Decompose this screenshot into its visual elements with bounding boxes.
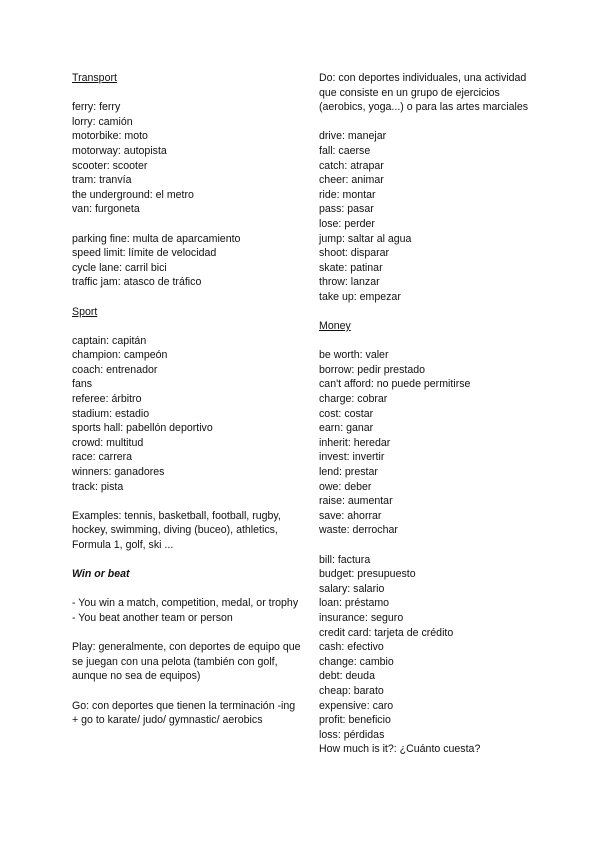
spacer	[72, 290, 304, 305]
spacer	[72, 684, 304, 699]
vocab-item: cheap: barato	[319, 684, 384, 697]
right-column	[319, 71, 534, 757]
vocab-item: raise: aumentar	[319, 495, 393, 508]
vocab-item: lend: prestar	[319, 466, 378, 479]
vocab-item: take up: empezar	[319, 290, 401, 303]
vocab-item: How much is it?: ¿Cuánto cuesta?	[319, 743, 481, 756]
vocab-item: coach: entrenador	[72, 363, 158, 376]
vocab-item: fans	[72, 378, 93, 391]
vocab-item: jump: saltar al agua	[319, 232, 412, 245]
transport-list	[72, 100, 304, 217]
vocab-item: drive: manejar	[319, 130, 387, 143]
vocab-item: insurance: seguro	[319, 611, 404, 624]
vocab-item: loss: pérdidas	[319, 728, 385, 741]
vocab-item: track: pista	[72, 480, 124, 493]
vocab-item: be worth: valer	[319, 349, 389, 362]
vocab-item: skate: patinar	[319, 261, 383, 274]
go-paragraph: Go: con deportes que tienen la terminación -ing + go to karate/ judo/ gymnastic/ aerobics	[72, 699, 296, 727]
money-heading: Money	[319, 320, 351, 333]
vocab-item: crowd: multitud	[72, 436, 144, 449]
spacer	[72, 626, 304, 641]
spacer	[72, 553, 304, 568]
vocab-item: waste: derrochar	[319, 524, 398, 537]
vocab-item: cash: efectivo	[319, 641, 384, 654]
vocab-item: fall: caerse	[319, 144, 371, 157]
vocab-item: owe: deber	[319, 480, 372, 493]
vocab-item: motorbike: moto	[72, 130, 148, 143]
vocab-item: referee: árbitro	[72, 393, 142, 406]
vocab-item: cheer: animar	[319, 174, 384, 187]
spacer	[319, 538, 534, 553]
vocab-item: van: furgoneta	[72, 203, 140, 216]
vocab-item: champion: campeón	[72, 349, 168, 362]
vocab-item: pass: pasar	[319, 203, 374, 216]
spacer	[72, 582, 304, 597]
vocab-item: salary: salario	[319, 582, 385, 595]
vocab-item: parking fine: multa de aparcamiento	[72, 232, 241, 245]
vocab-item: charge: cobrar	[319, 393, 388, 406]
left-column	[72, 71, 304, 728]
transport-list-2	[72, 232, 304, 290]
vocab-item: save: ahorrar	[319, 509, 382, 522]
spacer	[72, 86, 304, 101]
vocab-item: invest: invertir	[319, 451, 385, 464]
win-line: - You win a match, competition, medal, or trophy	[72, 597, 299, 610]
sport-heading: Sport	[72, 305, 98, 318]
vocab-item: speed limit: límite de velocidad	[72, 247, 217, 260]
vocab-item: sports hall: pabellón deportivo	[72, 422, 213, 435]
vocab-item: throw: lanzar	[319, 276, 380, 289]
vocab-item: captain: capitán	[72, 334, 147, 347]
do-paragraph: Do: con deportes individuales, una actividad que consiste en un grupo de ejercicios (aerobics, yoga...) o para las artes marciales	[319, 72, 529, 114]
sport-list	[72, 334, 304, 495]
vocab-item: credit card: tarjeta de crédito	[319, 626, 454, 639]
vocab-item: loan: préstamo	[319, 597, 390, 610]
transport-heading: Transport	[72, 72, 117, 84]
vocab-item: shoot: disparar	[319, 247, 390, 260]
spacer	[319, 334, 534, 349]
vocab-item: scooter: scooter	[72, 159, 148, 172]
vocab-item: profit: beneficio	[319, 714, 391, 727]
sport-examples: Examples: tennis, basketball, football, rugby, hockey, swimming, diving (buceo), athletics, Formula 1, golf, ski ...	[72, 509, 281, 551]
vocab-item: race: carrera	[72, 451, 133, 464]
vocab-item: winners: ganadores	[72, 466, 165, 479]
win-or-beat-heading: Win or beat	[72, 568, 130, 581]
vocab-item: stadium: estadio	[72, 407, 150, 420]
vocab-item: motorway: autopista	[72, 144, 167, 157]
vocab-item: budget: presupuesto	[319, 568, 416, 581]
vocab-item: the underground: el metro	[72, 188, 194, 201]
spacer	[319, 305, 534, 320]
vocab-item: debt: deuda	[319, 670, 375, 683]
vocab-item: traffic jam: atasco de tráfico	[72, 276, 202, 289]
sport-verbs-list	[319, 129, 534, 304]
vocab-item: earn: ganar	[319, 422, 374, 435]
vocab-item: inherit: heredar	[319, 436, 391, 449]
spacer	[72, 217, 304, 232]
spacer	[319, 115, 534, 130]
vocab-item: lorry: camión	[72, 115, 133, 128]
beat-line: - You beat another team or person	[72, 611, 233, 624]
money-verbs-list	[319, 348, 534, 538]
vocab-item: catch: atrapar	[319, 159, 384, 172]
vocab-item: ferry: ferry	[72, 101, 121, 114]
vocab-item: cost: costar	[319, 407, 374, 420]
vocab-item: cycle lane: carril bici	[72, 261, 167, 274]
play-paragraph: Play: generalmente, con deportes de equipo que se juegan con una pelota (también con golf, aunque no sea de equipos)	[72, 641, 301, 683]
vocab-item: expensive: caro	[319, 699, 394, 712]
vocab-item: lose: perder	[319, 217, 375, 230]
vocab-item: ride: montar	[319, 188, 376, 201]
vocab-item: can't afford: no puede permitirse	[319, 378, 471, 391]
spacer	[72, 494, 304, 509]
vocab-item: bill: factura	[319, 553, 371, 566]
vocab-item: change: cambio	[319, 655, 394, 668]
vocab-item: tram: tranvía	[72, 174, 132, 187]
spacer	[72, 319, 304, 334]
money-nouns-list	[319, 553, 534, 757]
vocab-item: borrow: pedir prestado	[319, 363, 425, 376]
